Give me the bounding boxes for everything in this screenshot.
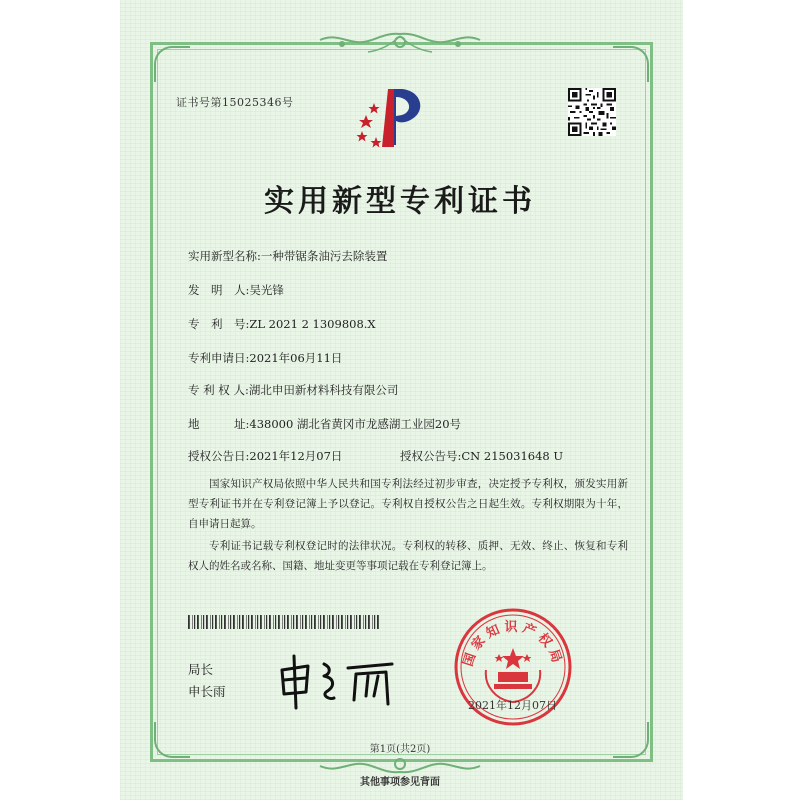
certificate-title: 实用新型专利证书 <box>264 184 536 219</box>
page-number: 第1页(共2页) <box>369 744 431 755</box>
field-inventor <box>188 282 284 298</box>
top-ornament <box>312 30 488 58</box>
field-label: 专利申请日: <box>188 351 250 365</box>
field-label: 授权公告日: <box>188 449 250 463</box>
field-patent-number <box>188 316 376 332</box>
footer-note: 其他事项参见背面 <box>360 777 440 788</box>
field-label: 地 址: <box>188 417 250 431</box>
field-value: ZL 2021 2 1309808.X <box>249 317 376 331</box>
statement-paragraph: 国家知识产权局依照中华人民共和国专利法经过初步审查，决定授予专利权，颁发实用新型专利证书并在专利登记簿上予以登记。专利权自授权公告之日起生效。专利权期限为十年，自申请日起算。 <box>188 478 628 530</box>
field-label: 专 利 权 人: <box>188 383 249 397</box>
field-utility-model-name <box>188 248 387 264</box>
field-value: 2021年06月11日 <box>249 351 343 365</box>
field-value: 一种带锯条油污去除装置 <box>260 249 388 263</box>
director-name: 申长雨 <box>188 684 226 699</box>
field-value: 湖北申田新材料科技有限公司 <box>248 383 399 397</box>
field-label: 实用新型名称: <box>188 249 261 263</box>
director-title: 局长 <box>188 662 214 677</box>
seal-date: 2021年12月07日 <box>468 699 557 712</box>
field-address <box>188 416 461 432</box>
barcode <box>188 615 380 629</box>
statement-paragraph: 专利证书记载专利权登记时的法律状况。专利权的转移、质押、无效、终止、恢复和专利权人的姓名或名称、国籍、地址变更等事项记载在专利登记簿上。 <box>188 540 628 572</box>
qr-code <box>568 88 616 136</box>
field-patentee <box>188 382 398 398</box>
border-corner-ornament <box>613 46 649 82</box>
field-grant-date <box>188 448 342 464</box>
field-value: 吴光锋 <box>249 283 284 297</box>
field-label: 发 明 人: <box>188 283 250 297</box>
seal-text: 国家知识产权局 <box>460 620 566 669</box>
border-corner-ornament <box>154 46 190 82</box>
field-label: 授权公告号: <box>400 449 462 463</box>
field-label: 专 利 号: <box>188 317 250 331</box>
director-signature <box>274 652 404 712</box>
field-filing-date <box>188 350 342 366</box>
field-value: CN 215031648 U <box>461 449 564 463</box>
field-value: 438000 湖北省黄冈市龙感湖工业园20号 <box>249 417 462 431</box>
certificate-number: 证书号第15025346号 <box>176 96 294 109</box>
field-value: 2021年12月07日 <box>249 449 343 463</box>
field-grant-number <box>400 448 563 464</box>
cnipa-logo-icon <box>352 85 432 155</box>
